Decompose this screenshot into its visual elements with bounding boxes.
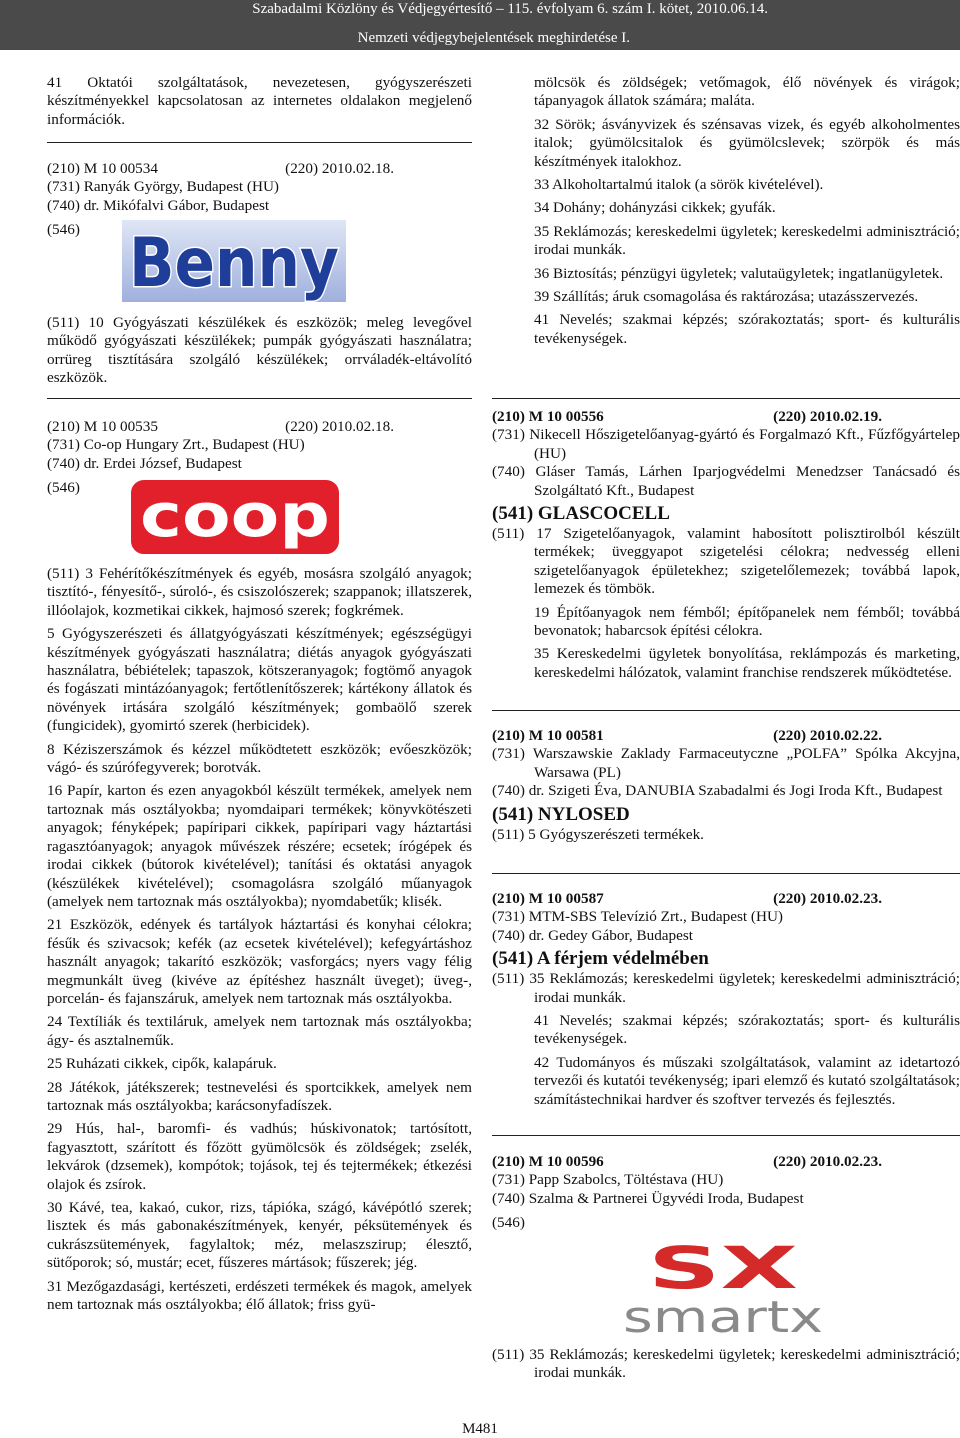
intro-paragraph: 41 Oktatói szolgáltatások, nevezetesen, gyógyszerészeti készítményekkel kapcsolatosan az internetes oldalakon megjelenő információk.: [47, 74, 472, 128]
separator: [492, 873, 960, 874]
representative: (740) Gláser Tamás, Lárhen Iparjogvédelmi Menedzser Tanácsadó és Szolgáltató Kft., Budapest: [492, 463, 960, 499]
goods-class-5: 5 Gyógyszerészeti és állatgyógyászati készítmények; egészségügyi készítmények gyógyászati használatra; diétás anyagok gyógyászati használatra, bébiételek; tapaszok, kötszeranyagok; fogtömő anyagok és fogászati mintázóanyagok; fertőtlenítőszerek; kártékony állatok és növények irtására szolgáló készítmények; gombaölő szerek (fungicidek), gyomirtó szerek (herbicidek).: [47, 625, 472, 735]
separator: [47, 142, 472, 143]
application-number: (210) M 10 00556: [492, 408, 604, 425]
goods-class-24: 24 Textíliák és textiláruk, amelyek nem tartoznak más osztályokba; ágy- és asztalneműk.: [47, 1013, 472, 1049]
goods-class-21: 21 Eszközök, edények és tartályok háztartási és konyhai célokra; fésűk és szivacsok; kefék (az ecsetek kivételével); kefegyártáshoz használt anyagok; takarító eszközök; vasforgács; nyers vagy félig megmunkált üveg (kivéve az építéshez használt üveget); üveg-, porcelán- és fajanszáruk, amelyek nem tartoznak más osztályokba.: [47, 916, 472, 1007]
svg-text:coop: coop: [140, 481, 330, 551]
separator: [492, 1135, 960, 1136]
filing-date: (220) 2010.02.22.: [773, 727, 882, 744]
application-number: (210) M 10 00596: [492, 1153, 604, 1170]
page-header: [0, 0, 960, 50]
goods-class-16: 16 Papír, karton és ezen anyagokból készült termékek, amelyek nem tartoznak más osztályokba; nyomdaipari termékek; könyvkötészeti anyagok; fényképek; papíripari cikkek, papíripari vagy háztartási ragasztóanyagok; anyagok művészek részére; ecsetek; írógépek és irodai cikkek (bútorok kivételével); tanítási és oktatási anyagok (készülékek kivételével); csomagolásra szolgáló műanyagok (amelyek nem tartoznak más osztályokba); nyomdabetűk; klisék.: [47, 782, 472, 910]
goods-class-25: 25 Ruházati cikkek, cipők, kalapáruk.: [47, 1055, 277, 1073]
goods-class-31: 31 Mezőgazdasági, kertészeti, erdészeti termékek és magok, amelyek nem tartoznak más osztályokba; élő állatok; friss gyü-: [47, 1277, 472, 1314]
coop-logo: [130, 479, 340, 555]
goods-class-41: 41 Nevelés; szakmai képzés; szórakoztatás; sport- és kulturális tevékenységek.: [534, 1012, 960, 1048]
goods-class-8: 8 Kéziszerszámok és kézzel működtetett eszközök; evőeszközök; vágó- és szúrófegyverek; borotvák.: [47, 740, 472, 777]
separator: [47, 398, 472, 399]
applicant: (731) Nikecell Hőszigetelőanyag-gyártó és Forgalmazó Kft., Fűzfőgyártelep (HU): [492, 426, 960, 462]
goods-class-35: 35 Reklámozás; kereskedelmi ügyletek; kereskedelmi adminisztráció; irodai munkák.: [534, 222, 960, 259]
code-546: (546): [492, 1214, 525, 1232]
separator: [492, 710, 960, 711]
entry-556: [492, 408, 960, 682]
goods-class-39: 39 Szállítás; áruk csomagolása és raktározása; utazásszervezés.: [534, 288, 919, 306]
filing-date: (220) 2010.02.23.: [773, 1153, 882, 1170]
goods-class-30: 30 Kávé, tea, kakaó, cukor, rizs, tápióka, szágó, kávépótló szerek; lisztek és más gabonakészítmények, kenyér, péksütemények és cukrászsütemények, fagylaltok; méz, melaszszirup; élesztő, sütőporok; só, mustár; ecet, fűszeres mártások; fűszerek; jég.: [47, 1199, 472, 1272]
goods-class-29: 29 Hús, hal-, baromfi- és vadhús; húskivonatok; tartósított, fagyasztott, szárított és főzött gyümölcsök és zöldségek; zselék, lekvárok (dzsemek), kompótok; tojások, tej és tejtermékek; étkezési olajok és zsírok.: [47, 1120, 472, 1193]
filing-date: (220) 2010.02.18.: [285, 418, 394, 435]
filing-date: (220) 2010.02.18.: [285, 160, 394, 177]
goods-class-5: (511) 5 Gyógyszerészeti termékek.: [492, 825, 704, 843]
application-number: (210) M 10 00581: [492, 727, 604, 744]
goods-class-36: 36 Biztosítás; pénzügyi ügyletek; valutaügyletek; ingatlanügyletek.: [534, 264, 944, 282]
applicant: (731) Warszawskie Zaklady Farmaceutyczne „POLFA” Spólka Akcyjna, Warsawa (PL): [492, 745, 960, 781]
goods-class-19: 19 Építőanyagok nem fémből; építőpanelek nem fémből; továbbá bevonatok; habarcsok építési célokra.: [534, 603, 960, 640]
entry-534-goods: [47, 314, 472, 388]
word-mark: (541) A férjem védelmében: [492, 948, 709, 970]
application-number: (210) M 10 00534: [47, 160, 158, 177]
header-title: Szabadalmi Közlöny és Védjegyértesítő – 115. évfolyam 6. szám I. kötet, 2010.06.14.: [252, 1, 768, 17]
goods-class-3: (511) 3 Fehérítőkészítmények és egyéb, mosásra szolgáló anyagok; tisztító-, fényesítő-, súroló-, és csiszolószerek; szappanok; illatszerek, illóolajok, kozmetikai cikkek, hajmosó szerek; fogkrémek.: [47, 565, 472, 619]
application-number: (210) M 10 00535: [47, 418, 158, 435]
svg-text:smartx: smartx: [623, 1292, 823, 1338]
representative: (740) dr. Szigeti Éva, DANUBIA Szabadalmi és Jogi Iroda Kft., Budapest: [492, 782, 943, 800]
benny-logo: [122, 220, 346, 302]
goods-class-10: (511) 10 Gyógyászati készülékek és eszközök; meleg levegővel működő gyógyászati készülékek; pumpák gyógyászati használatra; orrüreg tisztítására szolgáló készülékek; orrváladék-eltávolító eszközök.: [47, 314, 472, 387]
entry-596-goods: [492, 1346, 960, 1383]
representative: (740) Szalma & Partnerei Ügyvédi Iroda, Budapest: [492, 1189, 804, 1207]
goods-class-35: 35 Kereskedelmi ügyletek bonyolítása, reklámpozás és marketing, kereskedelmi hálózatok, valamint franchise rendszerek működtetése.: [534, 645, 960, 681]
application-number: (210) M 10 00587: [492, 890, 604, 907]
goods-class-34: 34 Dohány; dohányzási cikkek; gyufák.: [534, 199, 776, 217]
goods-class-42: 42 Tudományos és műszaki szolgáltatások, valamint az idetartozó tervezői és kutatói tevékenység; ipari elemző és kutató szolgáltatások; számítástechnikai hardver és szoftver tervezés és fejlesztés.: [534, 1053, 960, 1108]
goods-class-32: 32 Sörök; ásványvizek és szénsavas vizek, és egyéb alkoholmentes italok; gyümölcsitalok és gyümölcslevek; szörpök és más készítmények italokhoz.: [534, 115, 960, 170]
header-section: Nemzeti védjegybejelentések meghirdetése I.: [357, 30, 630, 46]
code-546: (546): [47, 221, 80, 239]
filing-date: (220) 2010.02.19.: [773, 408, 882, 425]
goods-class-17: (511) 17 Szigetelőanyagok, valamint habosított polisztirolból készült termékek; üveggyapot szigetelési célokra; nedvesség elleni szigetelőanyagok épületekhez; szigetelőlemezek; továbbá lapok, lemezek és tömbök.: [492, 525, 960, 598]
representative: (740) dr. Erdei József, Budapest: [47, 454, 242, 472]
entry-587: [492, 890, 960, 1109]
applicant: (731) MTM-SBS Televízió Zrt., Budapest (HU): [492, 908, 783, 926]
right-column-continuation: [492, 74, 960, 348]
svg-text:Benny: Benny: [129, 224, 339, 302]
svg-text:SX: SX: [648, 1238, 798, 1302]
separator: [492, 398, 960, 399]
left-column: [47, 74, 472, 129]
entry-581: [492, 727, 960, 844]
representative: (740) dr. Gedey Gábor, Budapest: [492, 926, 693, 944]
word-mark: (541) GLASCOCELL: [492, 503, 670, 525]
applicant: (731) Papp Szabolcs, Töltéstava (HU): [492, 1171, 724, 1189]
page-number: M481: [462, 1421, 498, 1437]
applicant: (731) Ranyák György, Budapest (HU): [47, 178, 279, 196]
goods-class-28: 28 Játékok, játékszerek; testnevelési és sportcikkek, amelyek nem tartoznak más osztályokba; karácsonyfadíszek.: [47, 1078, 472, 1114]
representative: (740) dr. Mikófalvi Gábor, Budapest: [47, 196, 270, 214]
entry-596: [492, 1153, 960, 1233]
smartx-logo: [618, 1238, 828, 1338]
word-mark: (541) NYLOSED: [492, 803, 630, 825]
code-546: (546): [47, 479, 80, 497]
goods-class-31-cont: mölcsök és zöldségek; vetőmagok, élő növények és virágok; tápanyagok állatok számára; maláta.: [534, 74, 960, 110]
goods-class-35: (511) 35 Reklámozás; kereskedelmi ügyletek; kereskedelmi adminisztráció; irodai munkák.: [492, 970, 960, 1006]
applicant: (731) Co-op Hungary Zrt., Budapest (HU): [47, 436, 305, 454]
goods-class-33: 33 Alkoholtartalmú italok (a sörök kivételével).: [534, 176, 824, 194]
filing-date: (220) 2010.02.23.: [773, 890, 882, 907]
goods-class-41: 41 Nevelés; szakmai képzés; szórakoztatás; sport- és kulturális tevékenységek.: [534, 311, 960, 347]
entry-535-goods: [47, 565, 472, 1314]
goods-class-35: (511) 35 Reklámozás; kereskedelmi ügyletek; kereskedelmi adminisztráció; irodai munkák.: [492, 1346, 960, 1382]
